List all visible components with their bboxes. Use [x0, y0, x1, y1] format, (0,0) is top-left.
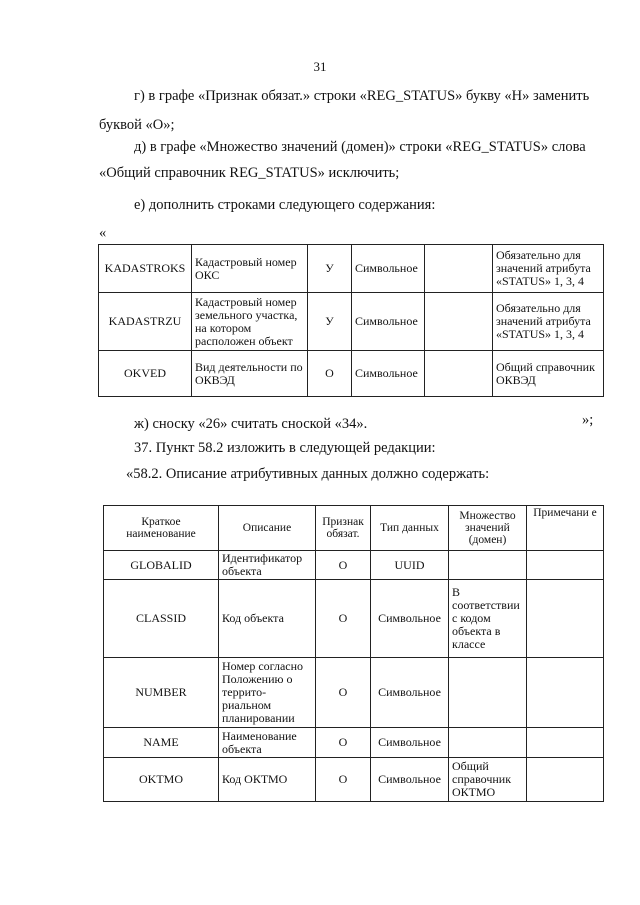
cell-desc: Номер согласно Положению о террито-риальном планировании	[219, 658, 316, 728]
cell-name: CLASSID	[104, 580, 219, 658]
cell-type: Символьное	[352, 351, 425, 397]
header-desc: Описание	[219, 506, 316, 551]
cell-type: Символьное	[371, 580, 449, 658]
cell-note	[527, 658, 604, 728]
table-additional-rows	[98, 244, 604, 397]
cell-name: NAME	[104, 728, 219, 758]
cell-name: NUMBER	[104, 658, 219, 728]
cell-req: О	[316, 758, 371, 802]
cell-desc: Наименование объекта	[219, 728, 316, 758]
cell-req: О	[316, 658, 371, 728]
cell-desc: Код ОКТМО	[219, 758, 316, 802]
cell-note	[527, 758, 604, 802]
cell-name: KADASTROKS	[99, 245, 192, 293]
para-d-line1: д) в графе «Множество значений (домен)» строки «REG_STATUS» слова	[134, 139, 586, 155]
para-g-line1: г) в графе «Признак обязат.» строки «REG_STATUS» букву «Н» заменить	[134, 88, 590, 104]
cell-domain	[425, 351, 493, 397]
cell-req: О	[308, 351, 352, 397]
header-note: Примечани е	[527, 506, 604, 551]
cell-domain: Общий справочник ОКТМО	[449, 758, 527, 802]
cell-desc: Кадастровый номер земельного участка, на котором расположен объект	[192, 293, 308, 351]
table-row	[99, 245, 604, 293]
header-name: Краткое наименование	[104, 506, 219, 551]
cell-domain: В соответствии с кодом объекта в классе	[449, 580, 527, 658]
cell-domain	[449, 728, 527, 758]
table-row	[99, 293, 604, 351]
cell-type: UUID	[371, 551, 449, 580]
cell-desc: Вид деятельности по ОКВЭД	[192, 351, 308, 397]
cell-note: Обязательно для значений атрибута «STATUS» 1, 3, 4	[493, 293, 604, 351]
cell-domain	[425, 293, 493, 351]
cell-req: О	[316, 551, 371, 580]
cell-note	[527, 580, 604, 658]
cell-note: Общий справочник ОКВЭД	[493, 351, 604, 397]
table-row	[104, 728, 604, 758]
open-quote: «	[99, 225, 107, 241]
cell-domain	[425, 245, 493, 293]
cell-name: KADASTRZU	[99, 293, 192, 351]
cell-type: Символьное	[371, 658, 449, 728]
table-row	[104, 551, 604, 580]
cell-desc: Идентификатор объекта	[219, 551, 316, 580]
header-type: Тип данных	[371, 506, 449, 551]
para-37-line: 37. Пункт 58.2 изложить в следующей редакции:	[134, 440, 436, 456]
cell-name: OKTMO	[104, 758, 219, 802]
para-zh-line: ж) сноску «26» считать сноской «34».	[134, 416, 368, 432]
cell-req: У	[308, 293, 352, 351]
cell-note	[527, 551, 604, 580]
cell-note	[527, 728, 604, 758]
table-row	[104, 658, 604, 728]
cell-type: Символьное	[352, 245, 425, 293]
table-row	[99, 351, 604, 397]
para-e-line: е) дополнить строками следующего содержания:	[134, 197, 436, 213]
cell-req: О	[316, 728, 371, 758]
cell-type: Символьное	[371, 758, 449, 802]
table-row	[104, 758, 604, 802]
cell-desc: Код объекта	[219, 580, 316, 658]
cell-req: О	[316, 580, 371, 658]
cell-domain	[449, 551, 527, 580]
cell-req: У	[308, 245, 352, 293]
header-domain: Множество значений (домен)	[449, 506, 527, 551]
table-attribute-data	[103, 505, 604, 802]
cell-type: Символьное	[352, 293, 425, 351]
cell-type: Символьное	[371, 728, 449, 758]
header-req: Признак обязат.	[316, 506, 371, 551]
table-row	[104, 580, 604, 658]
close-quote: »;	[582, 412, 594, 428]
cell-desc: Кадастровый номер ОКС	[192, 245, 308, 293]
table-header-row	[104, 506, 604, 551]
page-number: 31	[313, 59, 327, 74]
cell-note: Обязательно для значений атрибута «STATUS» 1, 3, 4	[493, 245, 604, 293]
cell-name: GLOBALID	[104, 551, 219, 580]
para-58-line: «58.2. Описание атрибутивных данных должно содержать:	[126, 466, 490, 482]
cell-name: OKVED	[99, 351, 192, 397]
para-g-line2: буквой «О»;	[99, 117, 175, 133]
cell-domain	[449, 658, 527, 728]
para-d-line2: «Общий справочник REG_STATUS» исключить;	[99, 165, 400, 181]
